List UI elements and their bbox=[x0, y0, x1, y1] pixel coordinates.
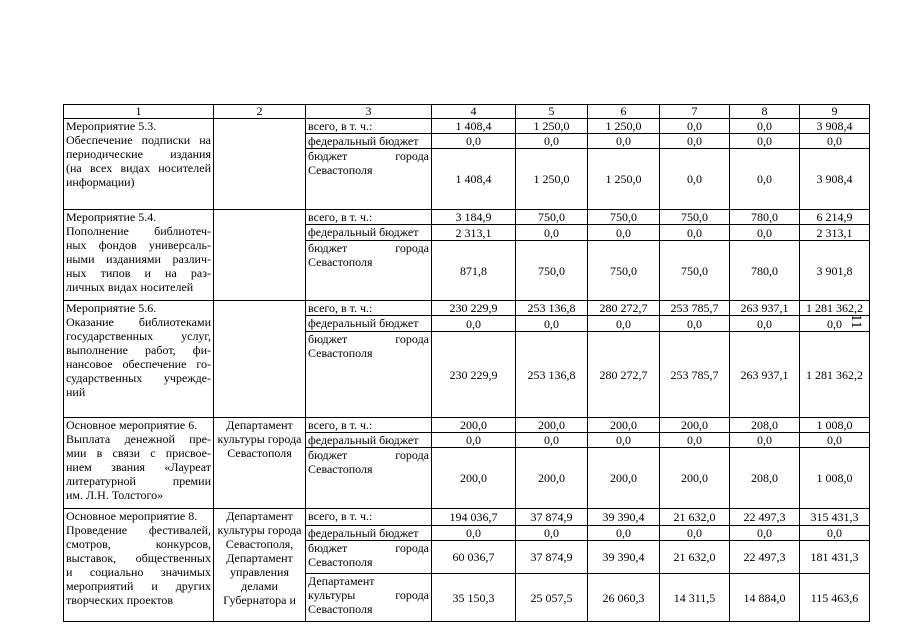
value-cell: 0,0 bbox=[516, 134, 588, 149]
value-cell: 37 874,9 bbox=[516, 541, 588, 574]
value-cell: 0,0 bbox=[730, 433, 800, 448]
funding-source-cell bbox=[306, 574, 432, 622]
activity-line: Обеспечение подписки на bbox=[66, 133, 211, 147]
activity-line: нансовое обеспечение го- bbox=[66, 357, 211, 371]
value-cell: 0,0 bbox=[800, 134, 870, 149]
value-cell: 750,0 bbox=[588, 210, 660, 225]
value-cell: 0,0 bbox=[516, 225, 588, 241]
funding-source-cell bbox=[306, 448, 432, 509]
funding-source-cell bbox=[306, 149, 432, 210]
executor-line: Департамент bbox=[226, 418, 293, 432]
value-cell: 22 497,3 bbox=[730, 541, 800, 574]
activity-line: ных типов и на раз- bbox=[66, 266, 211, 280]
value-cell: 253 785,7 bbox=[660, 301, 730, 316]
activity-line: литературной премии bbox=[66, 474, 211, 488]
value-cell: 3 908,4 bbox=[800, 119, 870, 134]
value-cell: 25 057,5 bbox=[516, 574, 588, 622]
activity-cell bbox=[64, 509, 214, 622]
value-cell: 0,0 bbox=[432, 134, 516, 149]
value-cell: 0,0 bbox=[800, 433, 870, 448]
funding-source-line: Севастополя bbox=[308, 602, 373, 616]
value-cell: 0,0 bbox=[730, 149, 800, 210]
value-cell: 750,0 bbox=[660, 241, 730, 301]
value-cell: 14 311,5 bbox=[660, 574, 730, 622]
table-row bbox=[64, 509, 870, 526]
header-cell: 5 bbox=[516, 105, 588, 119]
value-cell: 26 060,3 bbox=[588, 574, 660, 622]
value-cell: 0,0 bbox=[588, 526, 660, 541]
activity-line: смотров, конкурсов, bbox=[66, 537, 211, 551]
value-cell: 200,0 bbox=[588, 418, 660, 433]
activity-line: сударственных учрежде- bbox=[66, 371, 211, 385]
activity-line: Проведение фестивалей, bbox=[66, 523, 211, 537]
value-cell: 0,0 bbox=[432, 433, 516, 448]
value-cell: 0,0 bbox=[588, 433, 660, 448]
value-cell: 263 937,1 bbox=[730, 301, 800, 316]
value-cell: 0,0 bbox=[432, 316, 516, 332]
executor-line: Департамент bbox=[226, 509, 293, 523]
page-number: 11 bbox=[848, 314, 864, 329]
value-cell: 200,0 bbox=[516, 418, 588, 433]
header-cell: 4 bbox=[432, 105, 516, 119]
funding-source-line: всего, в т. ч.: bbox=[308, 210, 373, 224]
funding-source-cell bbox=[306, 433, 432, 448]
value-cell: 200,0 bbox=[432, 448, 516, 509]
activity-title: Основное мероприятие 8. bbox=[66, 509, 198, 523]
value-cell: 0,0 bbox=[588, 134, 660, 149]
activity-line: нием звания «Лауреат bbox=[66, 460, 211, 474]
table-row bbox=[64, 210, 870, 225]
value-cell: 0,0 bbox=[588, 225, 660, 241]
executor-cell bbox=[214, 210, 306, 301]
value-cell: 21 632,0 bbox=[660, 509, 730, 526]
value-cell: 0,0 bbox=[730, 225, 800, 241]
activity-line: личных видах носителей bbox=[66, 280, 194, 294]
activity-cell bbox=[64, 301, 214, 418]
header-row bbox=[64, 105, 870, 119]
funding-source-line: федеральный бюджет bbox=[308, 526, 419, 540]
funding-source-cell bbox=[306, 301, 432, 316]
activity-cell bbox=[64, 119, 214, 210]
activity-line: и социально значимых bbox=[66, 565, 211, 579]
header-cell: 2 bbox=[214, 105, 306, 119]
funding-source-line: федеральный бюджет bbox=[308, 316, 419, 330]
value-cell: 35 150,3 bbox=[432, 574, 516, 622]
funding-source-line: всего, в т. ч.: bbox=[308, 509, 373, 523]
executor-line: культуры города bbox=[217, 523, 302, 537]
value-cell: 750,0 bbox=[588, 241, 660, 301]
value-cell: 60 036,7 bbox=[432, 541, 516, 574]
funding-source-line: всего, в т. ч.: bbox=[308, 418, 373, 432]
activity-line: Выплата денежной пре- bbox=[66, 432, 211, 446]
funding-source-line: Севастополя bbox=[308, 555, 373, 569]
value-cell: 200,0 bbox=[588, 448, 660, 509]
funding-source-line: бюджет города bbox=[308, 241, 429, 255]
value-cell: 6 214,9 bbox=[800, 210, 870, 225]
header-cell: 8 bbox=[730, 105, 800, 119]
value-cell: 1 250,0 bbox=[588, 119, 660, 134]
activity-line: Оказание библиотеками bbox=[66, 315, 211, 329]
activity-line: государственных услуг, bbox=[66, 329, 211, 343]
activity-cell bbox=[64, 418, 214, 509]
header-cell: 7 bbox=[660, 105, 730, 119]
budget-table bbox=[63, 104, 870, 622]
activity-line: мии в связи с присвое- bbox=[66, 446, 211, 460]
value-cell: 1 250,0 bbox=[588, 149, 660, 210]
value-cell: 253 136,8 bbox=[516, 332, 588, 418]
funding-source-cell bbox=[306, 225, 432, 241]
value-cell: 0,0 bbox=[516, 316, 588, 332]
value-cell: 1 281 362,2 bbox=[800, 301, 870, 316]
funding-source-cell bbox=[306, 241, 432, 301]
value-cell: 0,0 bbox=[730, 316, 800, 332]
value-cell: 0,0 bbox=[660, 119, 730, 134]
funding-source-line: федеральный бюджет bbox=[308, 134, 419, 148]
executor-line: Губернатора и bbox=[223, 593, 296, 607]
funding-source-line: бюджет города bbox=[308, 149, 429, 163]
value-cell: 0,0 bbox=[730, 526, 800, 541]
value-cell: 22 497,3 bbox=[730, 509, 800, 526]
value-cell: 0,0 bbox=[660, 149, 730, 210]
value-cell: 1 408,4 bbox=[432, 119, 516, 134]
value-cell: 230 229,9 bbox=[432, 301, 516, 316]
value-cell: 194 036,7 bbox=[432, 509, 516, 526]
activity-line: творческих проектов bbox=[66, 593, 174, 607]
value-cell: 0,0 bbox=[660, 225, 730, 241]
executor-line: Севастополя bbox=[227, 446, 292, 460]
value-cell: 3 901,8 bbox=[800, 241, 870, 301]
value-cell: 39 390,4 bbox=[588, 509, 660, 526]
funding-source-cell bbox=[306, 134, 432, 149]
funding-source-line: культуры города bbox=[308, 588, 429, 602]
funding-source-line: Севастополя bbox=[308, 255, 373, 269]
value-cell: 253 136,8 bbox=[516, 301, 588, 316]
executor-cell bbox=[214, 509, 306, 622]
table-row bbox=[64, 418, 870, 433]
funding-source-cell bbox=[306, 509, 432, 526]
activity-title: Мероприятие 5.4. bbox=[66, 210, 157, 224]
executor-line: культуры города bbox=[217, 432, 302, 446]
value-cell: 750,0 bbox=[516, 241, 588, 301]
executor-line: делами bbox=[241, 579, 278, 593]
activity-line: выставок, общественных bbox=[66, 551, 211, 565]
value-cell: 208,0 bbox=[730, 448, 800, 509]
activity-line: выполнение работ, фи- bbox=[66, 343, 211, 357]
table-row bbox=[64, 301, 870, 316]
value-cell: 3 908,4 bbox=[800, 149, 870, 210]
value-cell: 280 272,7 bbox=[588, 332, 660, 418]
value-cell: 780,0 bbox=[730, 241, 800, 301]
value-cell: 871,8 bbox=[432, 241, 516, 301]
funding-source-line: всего, в т. ч.: bbox=[308, 119, 373, 133]
value-cell: 1 250,0 bbox=[516, 149, 588, 210]
funding-source-line: федеральный бюджет bbox=[308, 225, 419, 239]
funding-source-line: бюджет города bbox=[308, 448, 429, 462]
value-cell: 3 184,9 bbox=[432, 210, 516, 225]
activity-title: Мероприятие 5.3. bbox=[66, 119, 157, 133]
activity-title: Мероприятие 5.6. bbox=[66, 301, 157, 315]
value-cell: 1 008,0 bbox=[800, 448, 870, 509]
value-cell: 0,0 bbox=[660, 134, 730, 149]
activity-line: информации) bbox=[66, 175, 135, 189]
value-cell: 200,0 bbox=[432, 418, 516, 433]
funding-source-line: Севастополя bbox=[308, 346, 373, 360]
funding-source-cell bbox=[306, 418, 432, 433]
funding-source-cell bbox=[306, 316, 432, 332]
value-cell: 0,0 bbox=[432, 526, 516, 541]
table-row bbox=[64, 119, 870, 134]
activity-line: ных фондов универсаль- bbox=[66, 238, 211, 252]
funding-source-cell bbox=[306, 526, 432, 541]
value-cell: 230 229,9 bbox=[432, 332, 516, 418]
executor-line: Севастополя, bbox=[225, 537, 294, 551]
value-cell: 315 431,3 bbox=[800, 509, 870, 526]
header-cell: 6 bbox=[588, 105, 660, 119]
activity-line: (на всех видах носителей bbox=[66, 161, 211, 175]
value-cell: 1 008,0 bbox=[800, 418, 870, 433]
value-cell: 200,0 bbox=[660, 448, 730, 509]
activity-title: Основное мероприятие 6. bbox=[66, 418, 198, 432]
value-cell: 0,0 bbox=[800, 526, 870, 541]
value-cell: 1 250,0 bbox=[516, 119, 588, 134]
value-cell: 39 390,4 bbox=[588, 541, 660, 574]
executor-cell bbox=[214, 418, 306, 509]
header-cell: 1 bbox=[64, 105, 214, 119]
table-body bbox=[64, 105, 870, 622]
activity-cell bbox=[64, 210, 214, 301]
value-cell: 200,0 bbox=[660, 418, 730, 433]
value-cell: 280 272,7 bbox=[588, 301, 660, 316]
funding-source-cell bbox=[306, 541, 432, 574]
value-cell: 0,0 bbox=[660, 433, 730, 448]
value-cell: 263 937,1 bbox=[730, 332, 800, 418]
value-cell: 0,0 bbox=[588, 316, 660, 332]
value-cell: 181 431,3 bbox=[800, 541, 870, 574]
funding-source-line: бюджет города bbox=[308, 541, 429, 555]
value-cell: 750,0 bbox=[660, 210, 730, 225]
executor-line: Департамент bbox=[226, 551, 293, 565]
funding-source-cell bbox=[306, 119, 432, 134]
value-cell: 253 785,7 bbox=[660, 332, 730, 418]
funding-source-line: Севастополя bbox=[308, 163, 373, 177]
funding-source-line: федеральный бюджет bbox=[308, 433, 419, 447]
header-cell: 9 bbox=[800, 105, 870, 119]
executor-cell bbox=[214, 119, 306, 210]
value-cell: 37 874,9 bbox=[516, 509, 588, 526]
value-cell: 21 632,0 bbox=[660, 541, 730, 574]
value-cell: 780,0 bbox=[730, 210, 800, 225]
funding-source-cell bbox=[306, 332, 432, 418]
value-cell: 200,0 bbox=[516, 448, 588, 509]
value-cell: 115 463,6 bbox=[800, 574, 870, 622]
activity-line: Пополнение библиотеч- bbox=[66, 224, 211, 238]
value-cell: 0,0 bbox=[800, 316, 870, 332]
activity-line: ными изданиями различ- bbox=[66, 252, 211, 266]
funding-source-line: Севастополя bbox=[308, 462, 373, 476]
value-cell: 0,0 bbox=[660, 526, 730, 541]
executor-line: управления bbox=[230, 565, 289, 579]
value-cell: 2 313,1 bbox=[800, 225, 870, 241]
value-cell: 0,0 bbox=[516, 433, 588, 448]
value-cell: 0,0 bbox=[516, 526, 588, 541]
value-cell: 2 313,1 bbox=[432, 225, 516, 241]
value-cell: 0,0 bbox=[660, 316, 730, 332]
value-cell: 0,0 bbox=[730, 134, 800, 149]
activity-line: ний bbox=[66, 385, 86, 399]
activity-line: им. Л.Н. Толстого» bbox=[66, 488, 164, 502]
header-cell: 3 bbox=[306, 105, 432, 119]
funding-source-line: всего, в т. ч.: bbox=[308, 301, 373, 315]
value-cell: 208,0 bbox=[730, 418, 800, 433]
funding-source-cell bbox=[306, 210, 432, 225]
activity-line: мероприятий и других bbox=[66, 579, 211, 593]
value-cell: 0,0 bbox=[730, 119, 800, 134]
funding-source-line: бюджет города bbox=[308, 332, 429, 346]
activity-line: периодические издания bbox=[66, 147, 211, 161]
value-cell: 14 884,0 bbox=[730, 574, 800, 622]
executor-cell bbox=[214, 301, 306, 418]
value-cell: 1 281 362,2 bbox=[800, 332, 870, 418]
funding-source-line: Департамент bbox=[308, 574, 375, 588]
value-cell: 1 408,4 bbox=[432, 149, 516, 210]
value-cell: 750,0 bbox=[516, 210, 588, 225]
